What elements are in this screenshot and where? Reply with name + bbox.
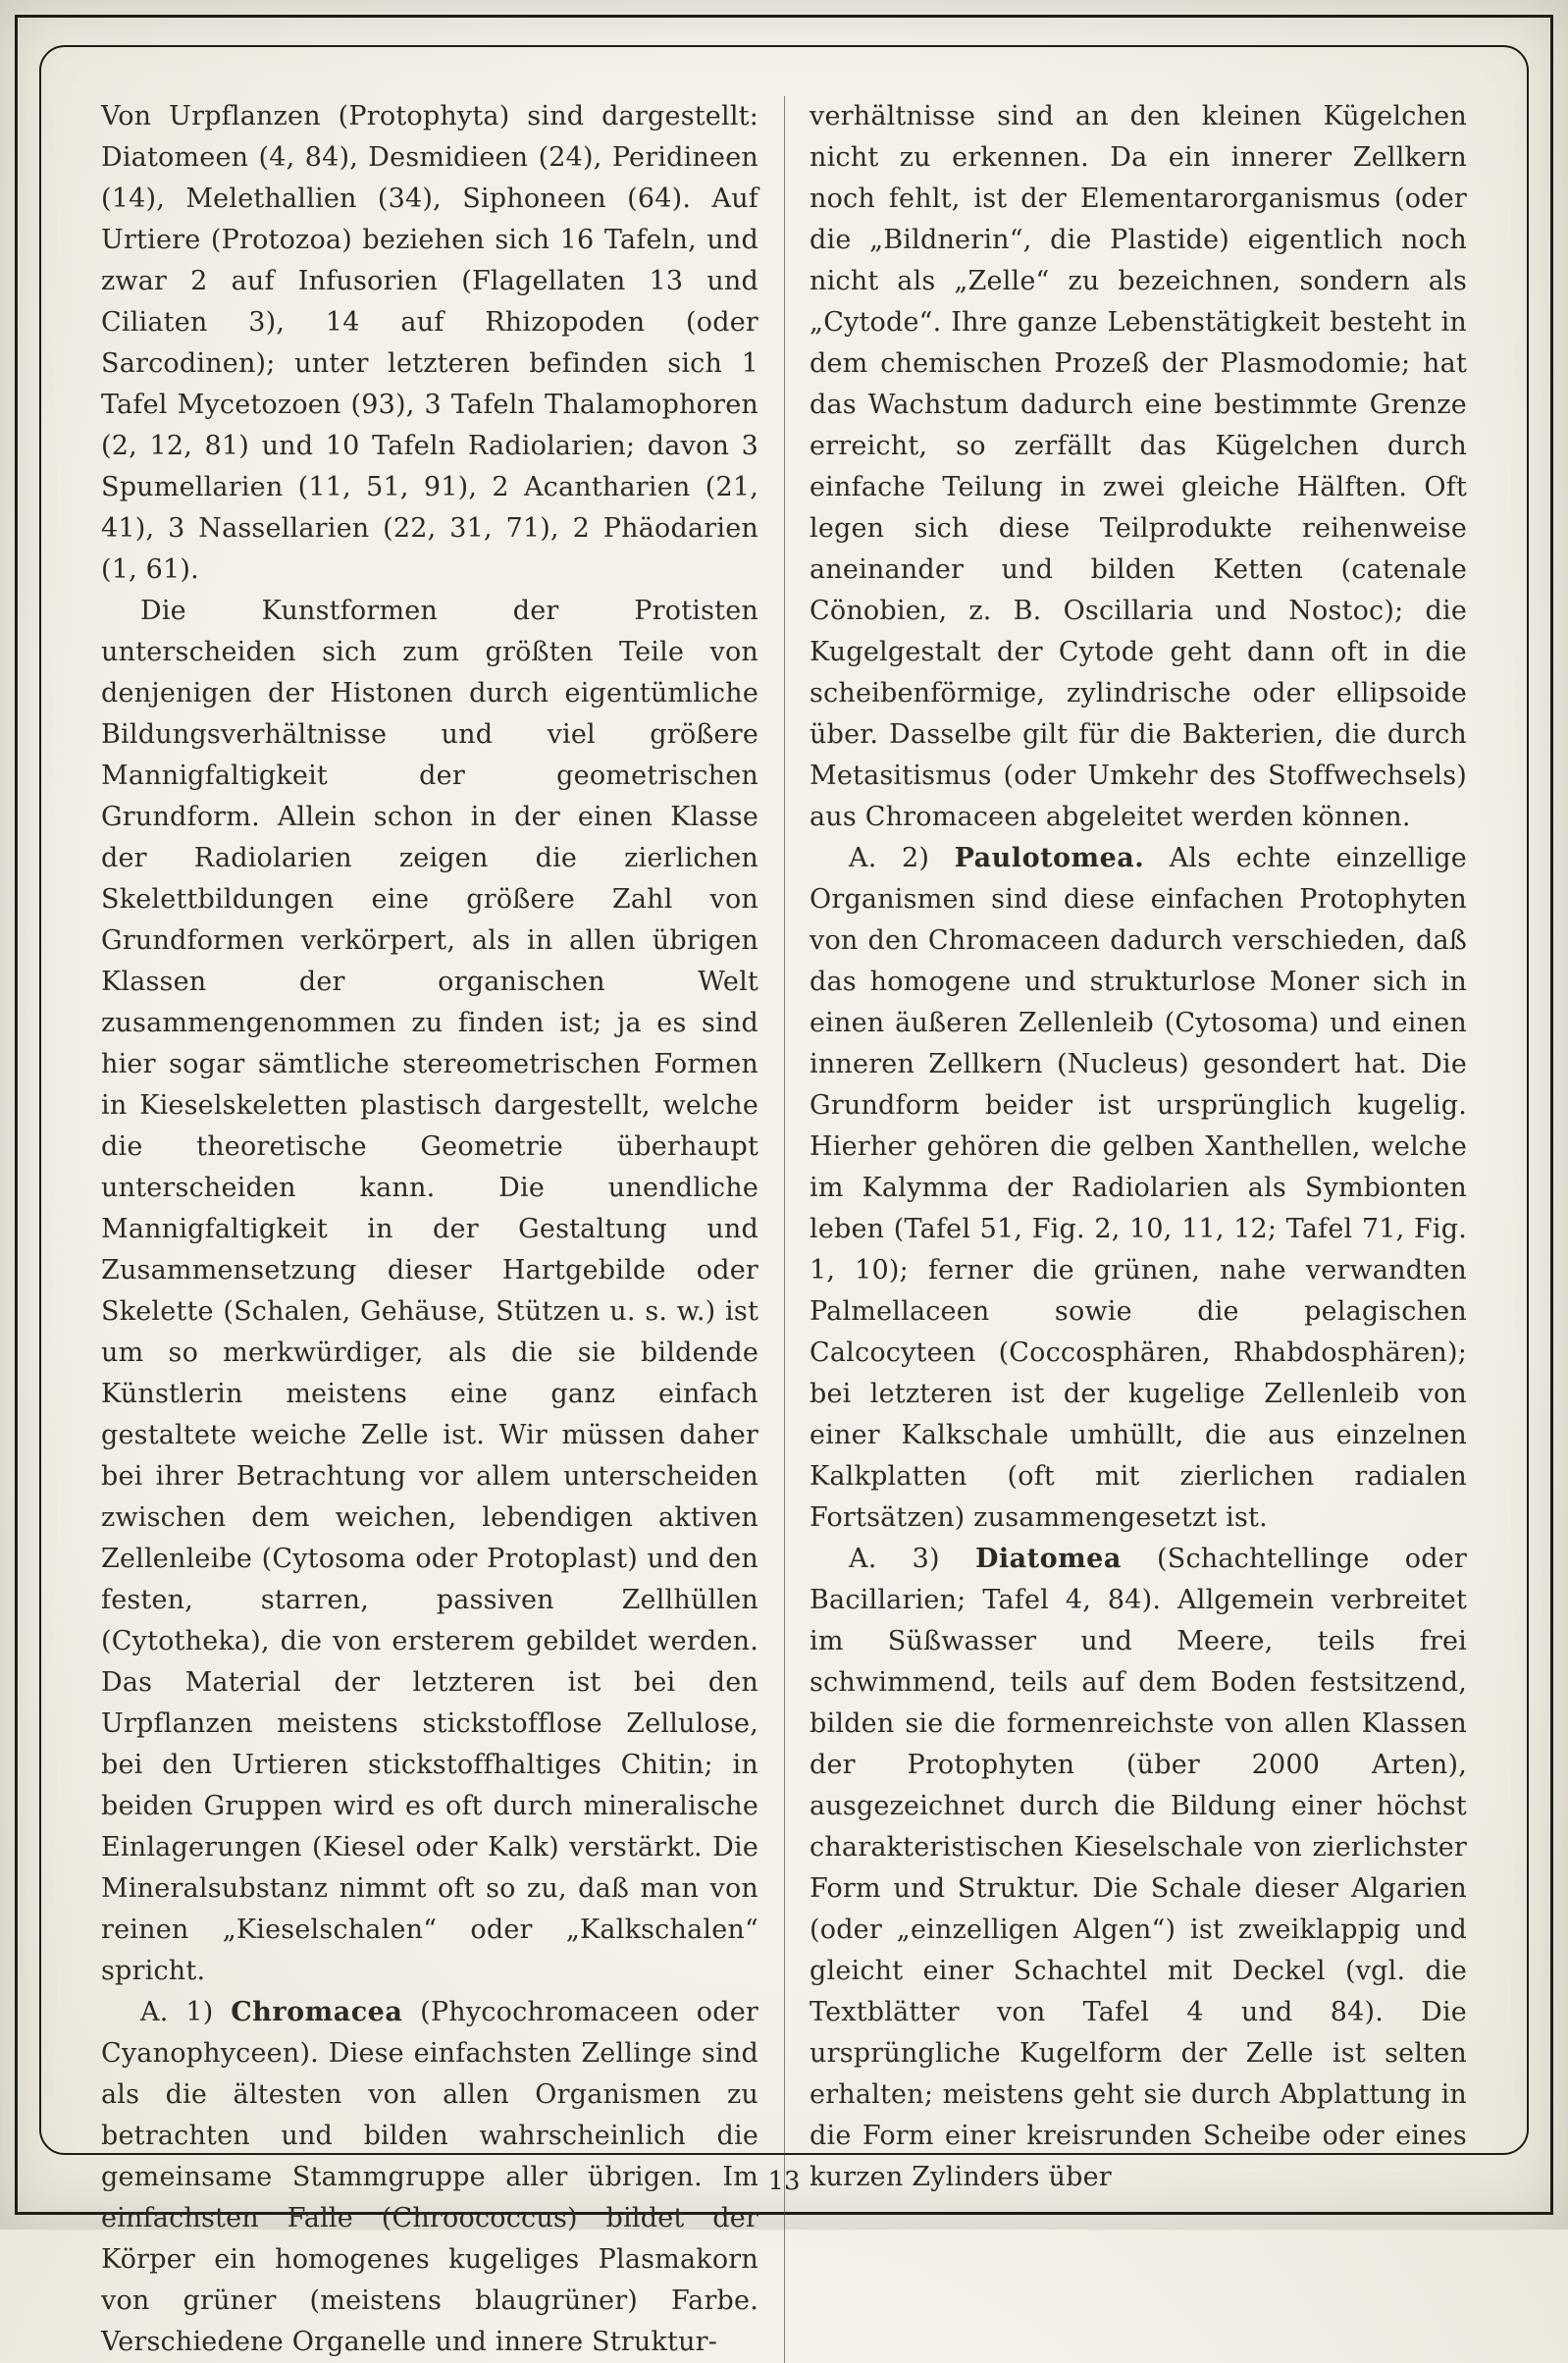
text-column-right xyxy=(810,96,1467,2363)
section-heading: Paulotomea. xyxy=(954,843,1145,873)
body-text: A. 3) xyxy=(849,1544,975,1574)
text-area xyxy=(101,96,1467,2363)
body-text: Als echte einzellige Organismen sind diese einfachen Protophyten von den Chromaceen dadurch verschieden, daß das homogene und strukturlose Moner sich in einen äußeren Zellenleib (Cytosoma) und einen inneren Zellkern (Nucleus) gesondert hat. Die Grundform beider ist ursprünglich kugelig. Hierher gehören die gelben Xanthellen, welche im Kalymma der Radiolarien als Symbionten leben (Tafel 51, Fig. 2, 10, 11, 12; Tafel 71, Fig. 1, 10); ferner die grünen, nahe verwandten Palmellaceen sowie die pelagischen Calcocyteen (Coccosphären, Rhabdosphären); bei letzteren ist der kugelige Zellenleib von einer Kalkschale umhüllt, die aus einzelnen Kalkplatten (oft mit zierlichen radialen Fortsätzen) zusammengesetzt ist. xyxy=(810,843,1467,1533)
column-gutter xyxy=(758,96,810,2363)
page-number: 13 xyxy=(767,2167,801,2196)
body-text: verhältnisse sind an den kleinen Kügelchen nicht zu erkennen. Da ein innerer Zellkern noch fehlt, ist der Elementarorganismus (oder die „Bildnerin“, die Plastide) eigentlich noch nicht als „Zelle“ zu bezeichnen, sondern als „Cytode“. Ihre ganze Lebenstätigkeit besteht in dem chemischen Prozeß der Plasmodomie; hat das Wachstum dadurch eine bestimmte Grenze erreicht, so zerfällt das Kügelchen durch einfache Teilung in zwei gleiche Hälften. Oft legen sich diese Teilprodukte reihenweise aneinander und bilden Ketten (catenale Cönobien, z. B. Oscillaria und Nostoc); die Kugelgestalt der Cytode geht dann oft in die scheibenförmige, zylindrische oder ellipsoide über. Dasselbe gilt für die Bakterien, die durch Metasitismus (oder Umkehr des Stoffwechsels) aus Chromaceen abgeleitet werden können. xyxy=(810,101,1467,832)
body-text: Die Kunstformen der Protisten unterscheiden sich zum größten Teile von denjenigen der Histonen durch eigentümliche Bildungsverhältnisse und viel größere Mannigfaltigkeit der geometrischen Grundform. Allein schon in der einen Klasse der Radiolarien zeigen die zierlichen Skelettbildungen eine größere Zahl von Grundformen verkörpert, als in allen übrigen Klassen der organischen Welt zusammengenommen zu finden ist; ja es sind hier sogar sämtliche stereometrischen Formen in Kieselskeletten plastisch dargestellt, welche die theoretische Geometrie überhaupt unterscheiden kann. Die unendliche Mannigfaltigkeit in der Gestaltung und Zusammensetzung dieser Hartgebilde oder Skelette (Schalen, Gehäuse, Stützen u. s. w.) ist um so merkwürdiger, als die sie bildende Künstlerin meistens eine ganz einfach gestaltete weiche Zelle ist. Wir müssen daher bei ihrer Betrachtung vor allem unterscheiden zwischen dem weichen, lebendigen aktiven Zellenleibe (Cytosoma oder Protoplast) und den festen, starren, passiven Zellhüllen (Cytotheka), die von ersterem gebildet werden. Das Material der letzteren ist bei den Urpflanzen meistens stickstofflose Zellulose, bei den Urtieren stickstoffhaltiges Chitin; in beiden Gruppen wird es oft durch mineralische Einlagerungen (Kiesel oder Kalk) verstärkt. Die Mineralsubstanz nimmt oft so zu, daß man von reinen „Kieselschalen“ oder „Kalkschalen“ spricht. xyxy=(101,596,758,1986)
paragraph xyxy=(810,96,1467,838)
text-column-left xyxy=(101,96,758,2363)
body-text: (Phycochromaceen oder Cyanophyceen). Diese einfachsten Zellinge sind als die ältesten von allen Organismen zu betrachten und bilden wahrscheinlich die gemeinsame Stammgruppe aller übrigen. Im einfachsten Falle (Chroococcus) bildet der Körper ein homogenes kugeliges Plasmakorn von grüner (meistens blaugrüner) Farbe. Verschiedene Organelle und innere Struktur- xyxy=(101,1997,758,2357)
section-heading: Diatomea xyxy=(974,1544,1122,1574)
body-text: A. 2) xyxy=(849,843,955,873)
body-text: Von Urpflanzen (Protophyta) sind dargestellt: Diatomeen (4, 84), Desmidieen (24), Peridineen (14), Melethallien (34), Siphoneen (64). Auf Urtiere (Protozoa) beziehen sich 16 Tafeln, und zwar 2 auf Infusorien (Flagellaten 13 und Ciliaten 3), 14 auf Rhizopoden (oder Sarcodinen); unter letzteren befinden sich 1 Tafel Mycetozoen (93), 3 Tafeln Thalamophoren (2, 12, 81) und 10 Tafeln Radiolarien; davon 3 Spumellarien (11, 51, 91), 2 Acantharien (21, 41), 3 Nassellarien (22, 31, 71), 2 Phäodarien (1, 61). xyxy=(101,101,758,585)
paragraph xyxy=(101,591,758,1992)
column-rule xyxy=(784,96,785,2363)
section-heading: Chromacea xyxy=(231,1997,403,2027)
paragraph xyxy=(101,96,758,591)
paragraph xyxy=(810,1539,1467,2198)
paragraph xyxy=(810,838,1467,1539)
body-text: (Schachtellinge oder Bacillarien; Tafel 4, 84). Allgemein verbreitet im Süßwasser und Meere, teils frei schwimmend, teils auf dem Boden festsitzend, bilden sie die formenreichste von allen Klassen der Protophyten (über 2000 Arten), ausgezeichnet durch die Bildung einer höchst charakteristischen Kieselschale von zierlichster Form und Struktur. Die Schale dieser Algarien (oder „einzelligen Algen“) ist zweiklappig und gleicht einer Schachtel mit Deckel (vgl. die Textblätter von Tafel 4 und 84). Die ursprüngliche Kugelform der Zelle ist selten erhalten; meistens geht sie durch Abplattung in die Form einer kreisrunden Scheibe oder eines kurzen Zylinders über xyxy=(810,1544,1467,2192)
body-text: A. 1) xyxy=(140,1997,232,2027)
